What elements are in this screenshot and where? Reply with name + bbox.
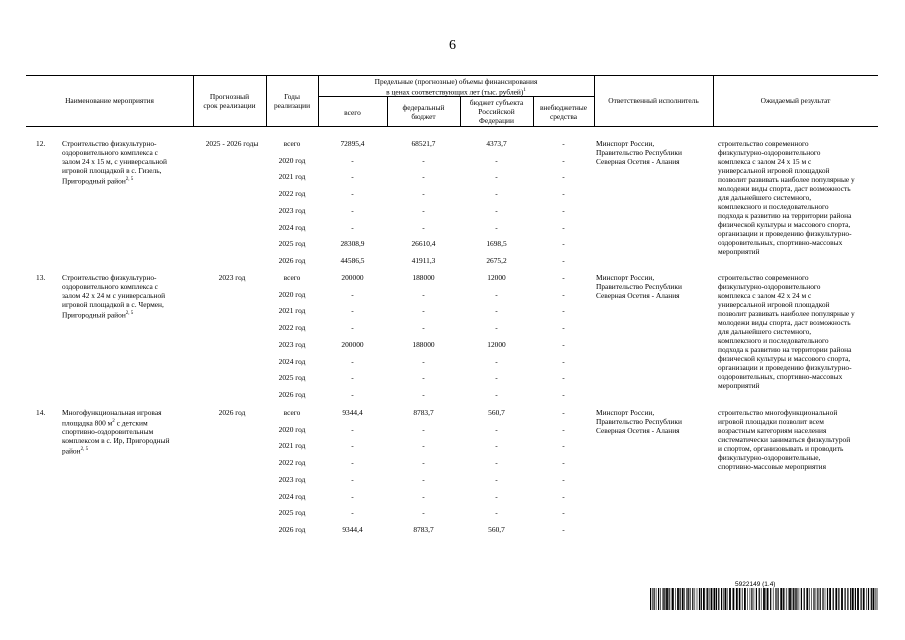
offbudget-cell: - bbox=[562, 205, 565, 215]
regional-cell: 4373,7 bbox=[486, 139, 507, 148]
barcode-number: 5922149 (1.4) bbox=[735, 581, 776, 588]
federal-cell: - bbox=[422, 441, 425, 451]
regional-cell: - bbox=[495, 222, 498, 232]
regional-cell: 1698,5 bbox=[486, 239, 507, 249]
year-cell: всего bbox=[283, 139, 301, 148]
total-cell: - bbox=[351, 424, 354, 434]
regional-cell: - bbox=[495, 424, 498, 434]
row-number: 12. bbox=[36, 139, 46, 148]
row-name: Строительство физкультурно- оздоровительного комплекса с залом 24 х 15 м, с универсальной игровой площадкой в с. Гизель, Пригородный район$^{2, 5}$ bbox=[62, 139, 167, 186]
federal-cell: - bbox=[422, 205, 425, 215]
offbudget-cell: - bbox=[562, 222, 565, 232]
total-cell: - bbox=[351, 508, 354, 518]
year-cell: 2022 год bbox=[278, 458, 306, 468]
regional-cell: - bbox=[495, 508, 498, 518]
federal-cell: - bbox=[422, 189, 425, 199]
offbudget-cell: - bbox=[562, 356, 565, 366]
federal-cell: - bbox=[422, 155, 425, 165]
federal-cell: - bbox=[422, 491, 425, 501]
total-cell: 72895,4 bbox=[340, 139, 365, 148]
regional-cell: - bbox=[495, 155, 498, 165]
federal-cell: 8783,7 bbox=[413, 408, 434, 417]
row-number: 13. bbox=[36, 273, 46, 282]
offbudget-cell: - bbox=[562, 172, 565, 182]
offbudget-cell: - bbox=[562, 524, 565, 534]
executor: Минспорт России, Правительство Республики Северная Осетия - Алания bbox=[596, 139, 682, 166]
total-cell: 9344,4 bbox=[342, 408, 363, 417]
year-cell: 2026 год bbox=[278, 524, 306, 534]
year-cell: 2022 год bbox=[278, 323, 306, 333]
header-top-rule bbox=[26, 75, 878, 76]
federal-cell: 68521,7 bbox=[411, 139, 436, 148]
regional-cell: 12000 bbox=[487, 339, 506, 349]
total-cell: - bbox=[351, 356, 354, 366]
year-cell: 2023 год bbox=[278, 205, 306, 215]
year-cell: всего bbox=[283, 408, 301, 417]
offbudget-cell: - bbox=[562, 373, 565, 383]
regional-cell: 12000 bbox=[487, 273, 506, 282]
offbudget-cell: - bbox=[562, 189, 565, 199]
regional-cell: - bbox=[495, 389, 498, 399]
total-cell: - bbox=[351, 155, 354, 165]
offbudget-cell: - bbox=[562, 441, 565, 451]
offbudget-cell: - bbox=[562, 389, 565, 399]
offbudget-cell: - bbox=[562, 255, 565, 265]
header-regional: бюджет субъекта Российской Федерации bbox=[469, 98, 524, 125]
federal-cell: - bbox=[422, 474, 425, 484]
federal-cell: - bbox=[422, 458, 425, 468]
total-cell: - bbox=[351, 491, 354, 501]
regional-cell: - bbox=[495, 373, 498, 383]
total-cell: - bbox=[351, 172, 354, 182]
year-cell: 2026 год bbox=[278, 389, 306, 399]
offbudget-cell: - bbox=[562, 239, 565, 249]
total-cell: - bbox=[351, 289, 354, 299]
offbudget-cell: - bbox=[562, 273, 565, 282]
federal-cell: 188000 bbox=[412, 339, 435, 349]
regional-cell: - bbox=[495, 491, 498, 501]
year-cell: 2022 год bbox=[278, 189, 306, 199]
year-cell: 2025 год bbox=[278, 239, 306, 249]
page-number: 6 bbox=[449, 38, 456, 53]
expected-result: строительство современного физкультурно-оздоровительного комплекса с залом 24 х 15 м с универсальной игровой площадкой позволит развивать наиболее популярные у молодежи виды спорта, даст возможность для дальнейшего системного, комплексного и последовательного подхода к развитию на территории района физической культуры и массового спорта, организации и проведению физкультурно- оздоровительных, спортивно-массовых мероприятий bbox=[718, 139, 855, 256]
offbudget-cell: - bbox=[562, 339, 565, 349]
federal-cell: - bbox=[422, 222, 425, 232]
row-term: 2025 - 2026 годы bbox=[205, 139, 259, 148]
regional-cell: - bbox=[495, 323, 498, 333]
year-cell: 2020 год bbox=[278, 424, 306, 434]
total-cell: - bbox=[351, 323, 354, 333]
year-cell: 2025 год bbox=[278, 508, 306, 518]
year-cell: 2020 год bbox=[278, 289, 306, 299]
federal-cell: - bbox=[422, 424, 425, 434]
total-cell: 44586,5 bbox=[340, 255, 365, 265]
total-cell: - bbox=[351, 373, 354, 383]
regional-cell: 560,7 bbox=[488, 524, 505, 534]
regional-cell: - bbox=[495, 205, 498, 215]
regional-cell: - bbox=[495, 172, 498, 182]
header-federal: федеральный бюджет bbox=[402, 103, 445, 121]
regional-cell: - bbox=[495, 189, 498, 199]
federal-cell: 188000 bbox=[412, 273, 435, 282]
federal-cell: - bbox=[422, 373, 425, 383]
row-name: Многофункциональная игровая площадка 800 $м^2$ с детским спортивно-оздоровительным комплексом в с. Ир, Пригородный район$^{2, 5}$ bbox=[62, 408, 170, 456]
header-bottom-rule bbox=[26, 126, 878, 127]
total-cell: - bbox=[351, 458, 354, 468]
regional-cell: - bbox=[495, 474, 498, 484]
total-cell: - bbox=[351, 441, 354, 451]
offbudget-cell: - bbox=[562, 306, 565, 316]
regional-cell: - bbox=[495, 306, 498, 316]
year-cell: 2024 год bbox=[278, 356, 306, 366]
offbudget-cell: - bbox=[562, 408, 565, 417]
offbudget-cell: - bbox=[562, 289, 565, 299]
federal-cell: 8783,7 bbox=[413, 524, 434, 534]
year-cell: 2023 год bbox=[278, 474, 306, 484]
year-cell: 2026 год bbox=[278, 255, 306, 265]
header-executor: Ответственный исполнитель bbox=[608, 96, 699, 105]
row-term: 2023 год bbox=[218, 273, 246, 282]
total-cell: 200000 bbox=[341, 339, 364, 349]
offbudget-cell: - bbox=[562, 491, 565, 501]
header-total: всего bbox=[344, 108, 361, 117]
regional-cell: - bbox=[495, 458, 498, 468]
year-cell: 2021 год bbox=[278, 172, 306, 182]
year-cell: 2021 год bbox=[278, 441, 306, 451]
header-result: Ожидаемый результат bbox=[760, 96, 831, 105]
total-cell: - bbox=[351, 474, 354, 484]
executor: Минспорт России, Правительство Республики Северная Осетия - Алания bbox=[596, 273, 682, 300]
regional-cell: - bbox=[495, 289, 498, 299]
total-cell: - bbox=[351, 389, 354, 399]
federal-cell: - bbox=[422, 508, 425, 518]
executor: Минспорт России, Правительство Республики Северная Осетия - Алания bbox=[596, 408, 682, 435]
offbudget-cell: - bbox=[562, 323, 565, 333]
offbudget-cell: - bbox=[562, 139, 565, 148]
expected-result: строительство многофункциональной игровой площадки позволит всем возрастным категориям населения систематически заниматься физкультурой и спортом, организовывать и проводить физкультурно-оздоровительные, спортивно-массовые мероприятия bbox=[718, 408, 851, 471]
offbudget-cell: - bbox=[562, 155, 565, 165]
total-cell: - bbox=[351, 306, 354, 316]
year-cell: всего bbox=[283, 273, 301, 282]
total-cell: 200000 bbox=[341, 273, 364, 282]
total-cell: 9344,4 bbox=[342, 524, 363, 534]
offbudget-cell: - bbox=[562, 474, 565, 484]
total-cell: - bbox=[351, 189, 354, 199]
year-cell: 2023 год bbox=[278, 339, 306, 349]
header-offbudget: внебюджетные средства bbox=[539, 103, 588, 121]
year-cell: 2025 год bbox=[278, 373, 306, 383]
federal-cell: - bbox=[422, 356, 425, 366]
row-term: 2026 год bbox=[218, 408, 246, 417]
regional-cell: - bbox=[495, 441, 498, 451]
federal-cell: 26610,4 bbox=[411, 239, 436, 249]
row-number: 14. bbox=[36, 408, 46, 417]
regional-cell: - bbox=[495, 356, 498, 366]
header-funding: Предельные (прогнозные) объемы финансирования в ценах соответствующих лет (тыс. рублей)$^1$ bbox=[374, 77, 538, 97]
regional-cell: 2675,2 bbox=[486, 255, 507, 265]
year-cell: 2024 год bbox=[278, 491, 306, 501]
federal-cell: 41911,3 bbox=[411, 255, 436, 265]
year-cell: 2021 год bbox=[278, 306, 306, 316]
federal-cell: - bbox=[422, 389, 425, 399]
header-term: Прогнозный срок реализации bbox=[203, 92, 256, 110]
header-years: Годы реализации bbox=[273, 92, 311, 110]
barcode bbox=[650, 588, 878, 610]
federal-cell: - bbox=[422, 289, 425, 299]
row-name: Строительство физкультурно- оздоровительного комплекса с залом 42 х 24 м с универсальной игровой площадкой в с. Чермен, Пригородный район$^{2, 5}$ bbox=[62, 273, 166, 320]
total-cell: - bbox=[351, 222, 354, 232]
year-cell: 2020 год bbox=[278, 155, 306, 165]
offbudget-cell: - bbox=[562, 424, 565, 434]
federal-cell: - bbox=[422, 323, 425, 333]
year-cell: 2024 год bbox=[278, 222, 306, 232]
federal-cell: - bbox=[422, 172, 425, 182]
header-name: Наименование мероприятия bbox=[65, 96, 154, 105]
expected-result: строительство современного физкультурно-оздоровительного комплекса с залом 42 х 24 м с универсальной игровой площадкой позволит развивать наиболее популярные у молодежи виды спорта, даст возможность для дальнейшего системного, комплексного и последовательного подхода к развитию на территории района физической культуры и массового спорта, организации и проведению физкультурно- оздоровительных, спортивно-массовых мероприятий bbox=[718, 273, 855, 390]
regional-cell: 560,7 bbox=[488, 408, 505, 417]
total-cell: - bbox=[351, 205, 354, 215]
offbudget-cell: - bbox=[562, 508, 565, 518]
offbudget-cell: - bbox=[562, 458, 565, 468]
total-cell: 28308,9 bbox=[340, 239, 365, 249]
federal-cell: - bbox=[422, 306, 425, 316]
